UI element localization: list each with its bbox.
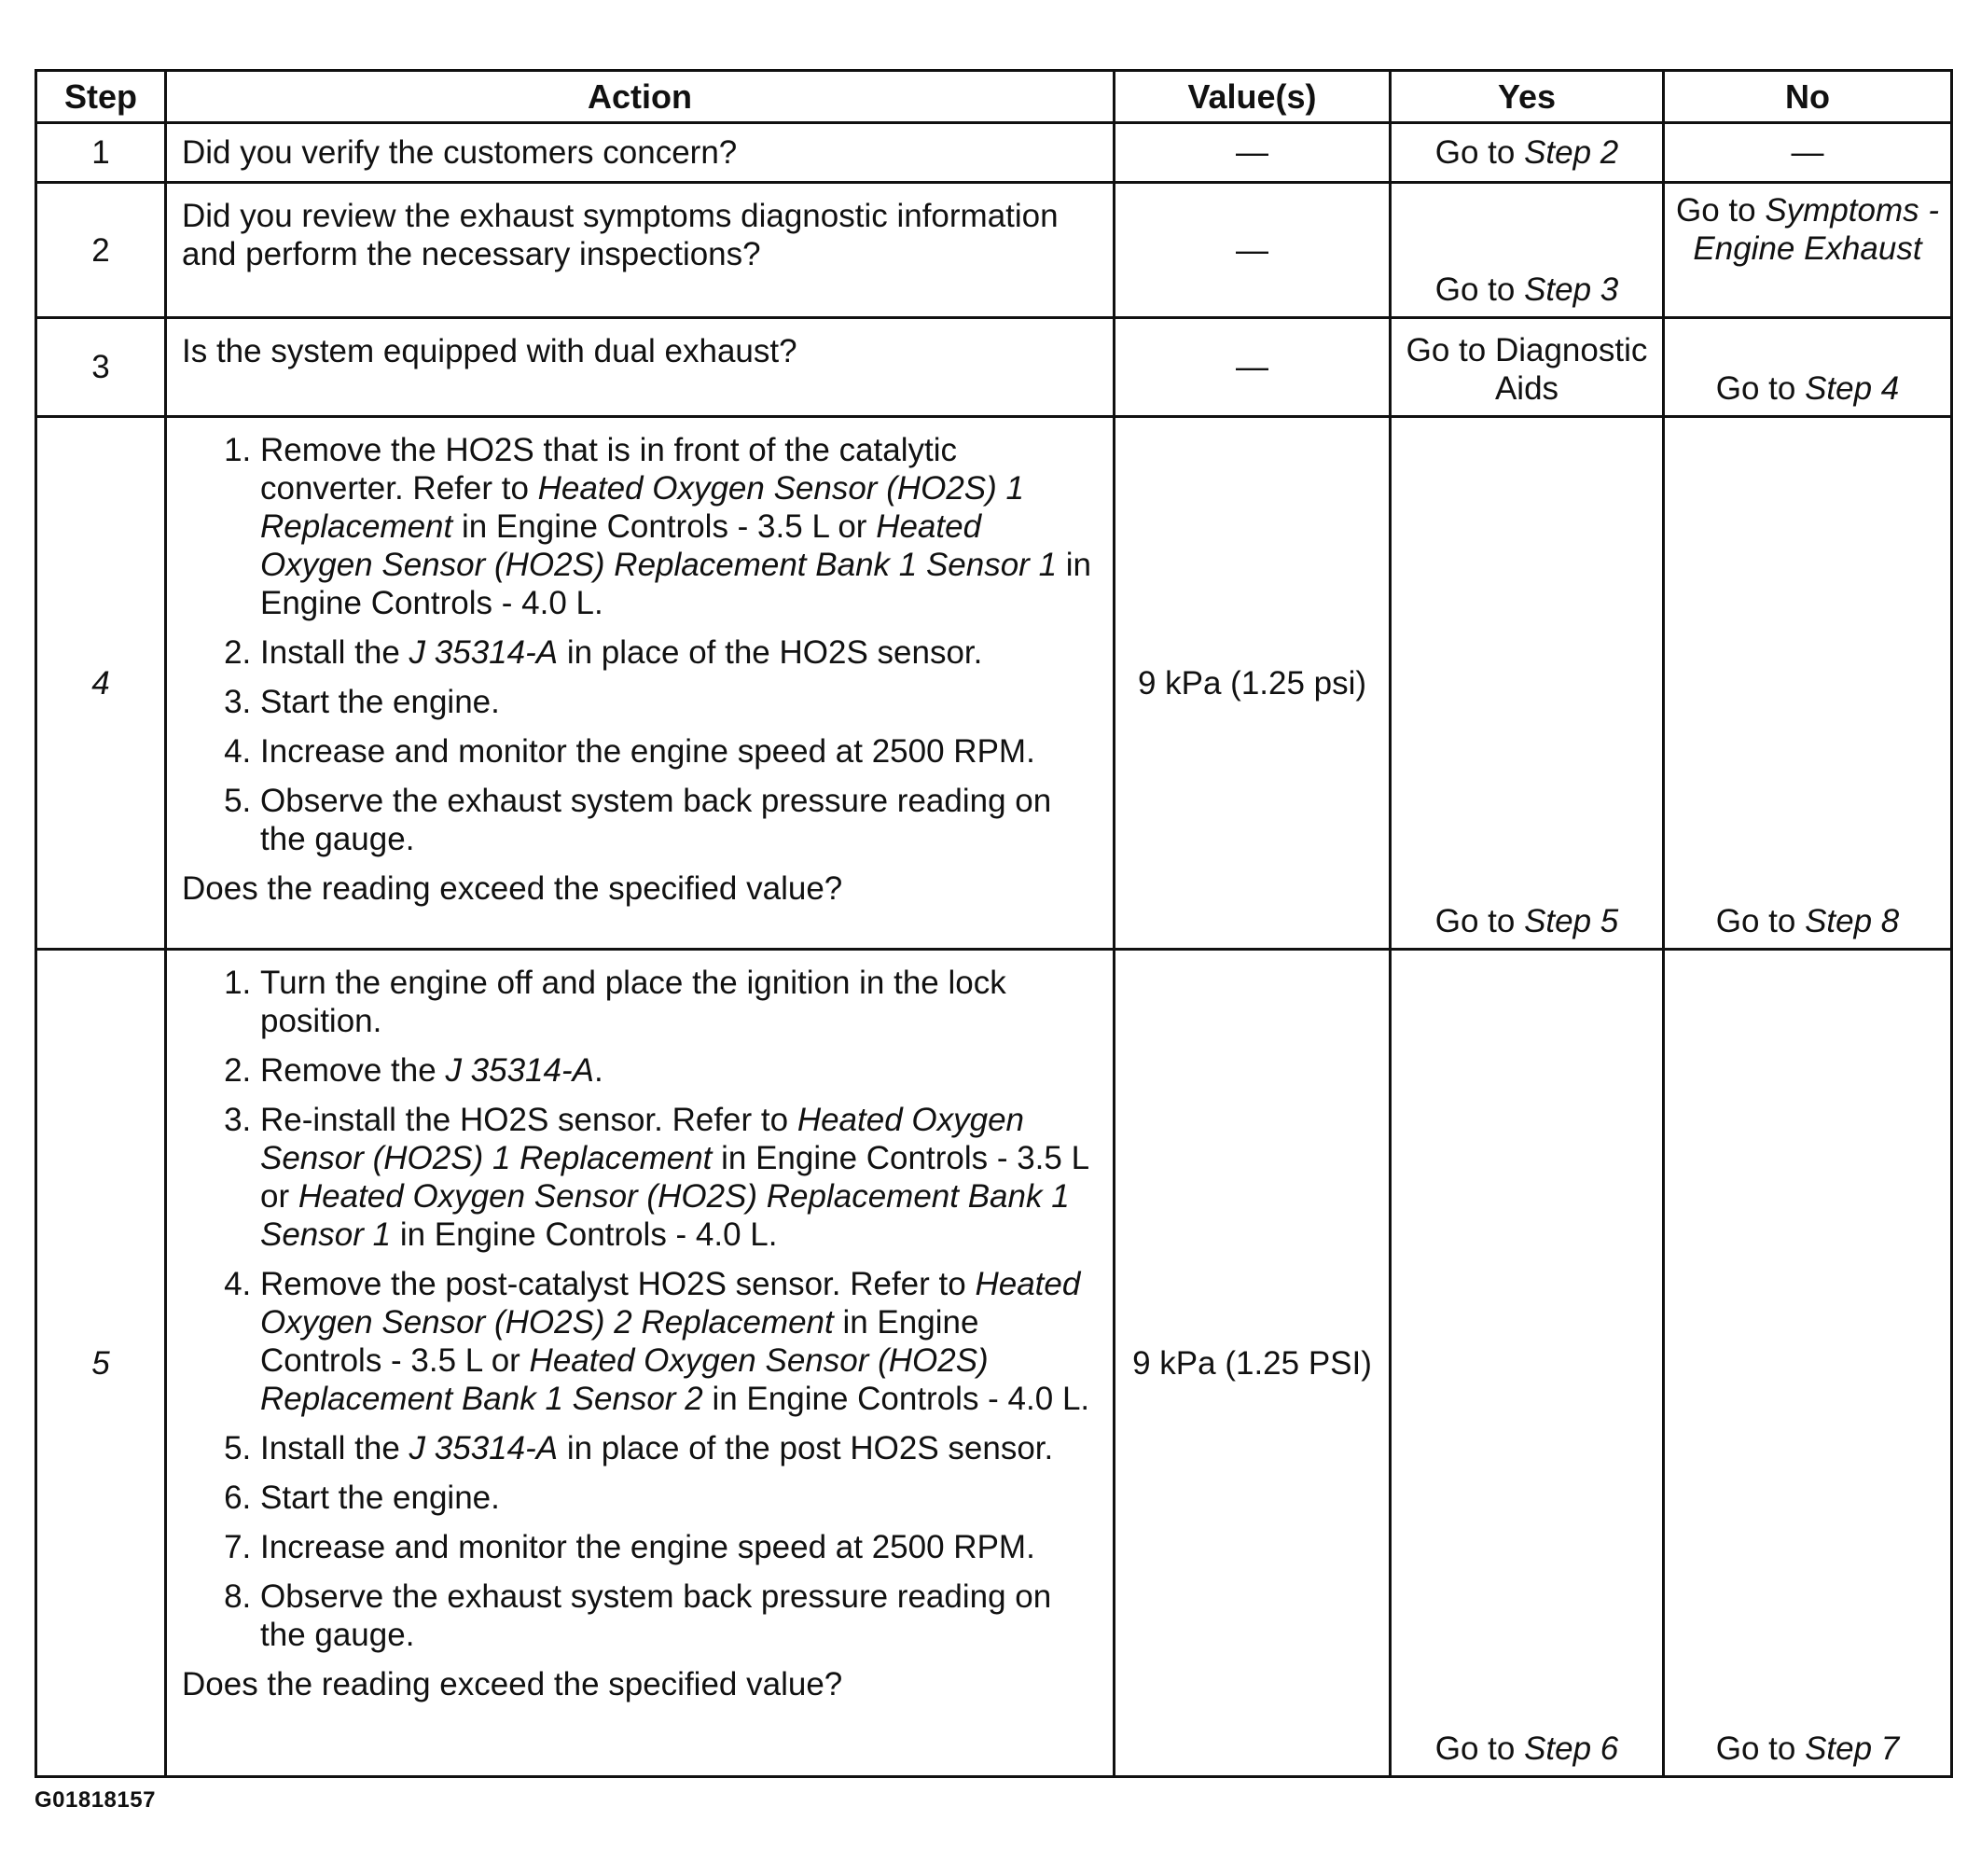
step-number: 5 [36,950,166,1777]
question-text: Does the reading exceed the specified value? [182,1666,843,1702]
procedure-list [182,964,1100,1654]
table-row [36,417,1952,950]
step-number: 2 [36,183,166,318]
step-ref: Step 7 [1805,1730,1900,1767]
step-text: in Engine Controls - 4.0 L. [702,1381,1090,1417]
step-ref: Step 4 [1805,370,1900,407]
header-yes: Yes [1391,71,1664,123]
header-no: No [1664,71,1952,123]
procedure-step [260,1479,1100,1517]
action-cell [166,950,1115,1777]
header-row [36,71,1952,123]
step-text: Remove the HO2S that is in front of the catalytic converter. Refer to [260,432,958,507]
action-cell [166,417,1115,950]
action-text: Did you verify the customers concern? [166,123,1115,183]
step-text: in Engine Controls - 4.0 L. [260,547,1091,621]
procedure-step [260,1577,1100,1654]
procedure-step [260,732,1100,771]
step-text: Turn the engine off and place the ignition in the lock position. [260,965,1006,1039]
reference-text: Heated Oxygen Sensor (HO2S) 1 Replacement [260,1102,1025,1176]
procedure-step [260,1101,1100,1254]
procedure-step [260,1429,1100,1467]
step-text: Start the engine. [260,684,500,720]
step-text: in Engine Controls - 3.5 L or [452,508,877,545]
step-text: in place of the post HO2S sensor. [558,1430,1054,1466]
step-ref: Step 5 [1524,903,1619,939]
step-text: Re-install the HO2S sensor. Refer to [260,1102,797,1138]
no-cell: Go to Symptoms - Engine Exhaust [1664,183,1952,318]
reference-text: Heated Oxygen Sensor (HO2S) Replacement Bank 1 Sensor 2 [260,1342,989,1417]
step-text: in Engine Controls - 3.5 L or [260,1140,1088,1215]
step-text: Remove the [260,1052,446,1089]
diagnostic-table [35,69,1953,1778]
reference-text: Heated Oxygen Sensor (HO2S) Replacement Bank 1 Sensor 1 [260,1178,1070,1253]
step-text: Install the [260,1430,409,1466]
procedure-step [260,1528,1100,1566]
section-ref: Symptoms - Engine Exhaust [1693,192,1940,267]
no-cell: Go to Step 7 [1664,950,1952,1777]
procedure-step [260,633,1100,672]
step-text: Observe the exhaust system back pressure reading on the gauge. [260,783,1052,857]
table-row [36,318,1952,417]
reference-text: Heated Oxygen Sensor (HO2S) 1 Replacement [260,470,1025,545]
yes-cell: Go to Step 3 [1391,183,1664,318]
procedure-step [260,1051,1100,1090]
yes-cell: Go to Step 6 [1391,950,1664,1777]
reference-text: J 35314-A [409,634,559,671]
yes-cell: Go to Step 2 [1391,123,1664,183]
table-row [36,183,1952,318]
step-text: . [594,1052,603,1089]
value-cell: — [1115,318,1391,417]
value-cell: 9 kPa (1.25 PSI) [1115,950,1391,1777]
step-ref: Step 3 [1524,271,1619,308]
reference-text: Heated Oxygen Sensor (HO2S) Replacement Bank 1 Sensor 1 [260,508,1058,583]
step-number: 3 [36,318,166,417]
procedure-list [182,431,1100,858]
step-ref: Step 8 [1805,903,1900,939]
step-text: in Engine Controls - 3.5 L or [260,1304,979,1379]
procedure-step [260,1265,1100,1418]
value-cell: 9 kPa (1.25 psi) [1115,417,1391,950]
action-text: Is the system equipped with dual exhaust? [166,318,1115,417]
step-text: Start the engine. [260,1480,500,1516]
step-number: 1 [36,123,166,183]
value-cell: — [1115,183,1391,318]
yes-cell: Go to Step 5 [1391,417,1664,950]
step-ref: Step 6 [1524,1730,1619,1767]
step-number: 4 [36,417,166,950]
step-text: in place of the HO2S sensor. [558,634,983,671]
step-text: in Engine Controls - 4.0 L. [391,1216,778,1253]
procedure-step [260,782,1100,858]
step-text: Install the [260,634,409,671]
figure-id: G01818157 [35,1787,156,1813]
reference-text: J 35314-A [445,1052,594,1089]
no-cell: Go to Step 8 [1664,417,1952,950]
no-cell: — [1664,123,1952,183]
step-text: Increase and monitor the engine speed at 2500 RPM. [260,733,1035,770]
header-step: Step [36,71,166,123]
reference-text: Heated Oxygen Sensor (HO2S) 2 Replacement [260,1266,1081,1341]
value-cell: — [1115,123,1391,183]
no-cell: Go to Step 4 [1664,318,1952,417]
procedure-step [260,431,1100,622]
procedure-step [260,964,1100,1040]
step-text: Observe the exhaust system back pressure reading on the gauge. [260,1578,1052,1653]
table-row [36,123,1952,183]
step-text: Increase and monitor the engine speed at 2500 RPM. [260,1529,1035,1565]
question-text: Does the reading exceed the specified value? [182,870,843,907]
header-values: Value(s) [1115,71,1391,123]
table-row [36,950,1952,1777]
step-text: Remove the post-catalyst HO2S sensor. Refer to [260,1266,976,1302]
procedure-step [260,683,1100,721]
action-text: Did you review the exhaust symptoms diagnostic information and perform the necessary inspections? [166,183,1115,318]
step-ref: Step 2 [1524,134,1619,171]
header-action: Action [166,71,1115,123]
reference-text: J 35314-A [409,1430,559,1466]
yes-cell: Go to Diagnostic Aids [1391,318,1664,417]
